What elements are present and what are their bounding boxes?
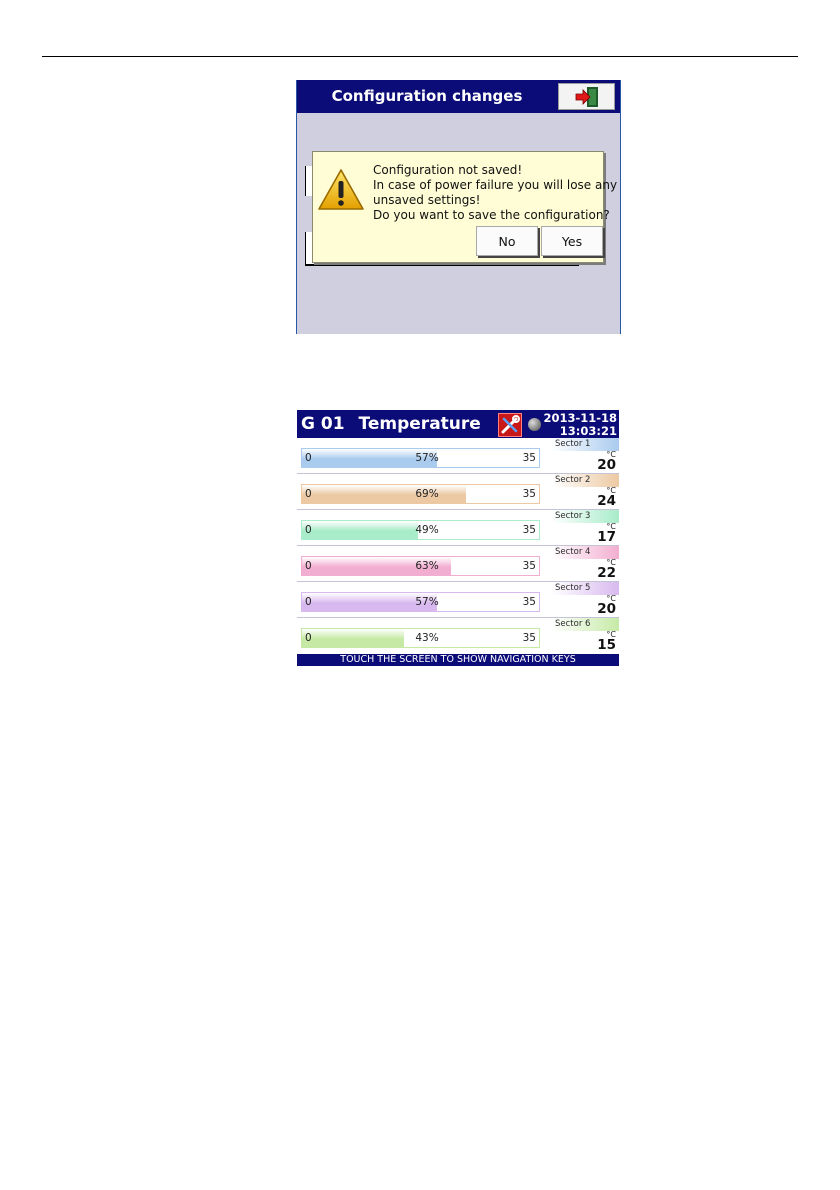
channel-bar-fill xyxy=(302,629,404,647)
service-tools-icon[interactable] xyxy=(498,413,522,437)
save-configuration-dialog xyxy=(312,151,618,263)
channel-tile[interactable] xyxy=(552,582,619,617)
channel-name: Sector 4 xyxy=(555,547,591,557)
channel-unit: °C xyxy=(606,594,616,603)
time-display: 13:03:21 xyxy=(559,424,617,438)
channel-value: 15 xyxy=(597,637,616,653)
channel-bar xyxy=(301,520,540,540)
channel-name: Sector 1 xyxy=(555,439,591,449)
channel-value: 20 xyxy=(597,457,616,473)
channel-unit: °C xyxy=(606,486,616,495)
channel-min: 0 xyxy=(305,488,312,500)
channel-bar xyxy=(301,628,540,648)
exit-door-icon xyxy=(573,86,601,108)
channel-bar xyxy=(301,592,540,612)
configuration-changes-screen xyxy=(296,80,621,334)
status-led-icon xyxy=(528,418,541,431)
channel-tile[interactable] xyxy=(552,438,619,473)
channel-min: 0 xyxy=(305,524,312,536)
channel-percent: 63% xyxy=(415,560,439,572)
channel-name: Sector 5 xyxy=(555,583,591,593)
group-header xyxy=(297,410,619,438)
dialog-message-line: Configuration not saved! xyxy=(373,163,523,177)
channel-bar-fill xyxy=(302,521,418,539)
group-name: Temperature xyxy=(358,414,481,434)
page-header-rule xyxy=(42,56,798,57)
group-id: G 01 xyxy=(301,414,345,434)
channel-row[interactable] xyxy=(297,618,619,654)
channel-max: 35 xyxy=(522,632,536,644)
channel-percent: 43% xyxy=(415,632,439,644)
channel-min: 0 xyxy=(305,632,312,644)
channel-bar xyxy=(301,556,540,576)
channel-name: Sector 6 xyxy=(555,619,591,629)
date-display: 2013-11-18 xyxy=(543,411,617,425)
channel-max: 35 xyxy=(522,524,536,536)
channel-max: 35 xyxy=(522,452,536,464)
channel-min: 0 xyxy=(305,596,312,608)
channel-value: 20 xyxy=(597,601,616,617)
channel-row[interactable] xyxy=(297,510,619,546)
temperature-group-screen[interactable] xyxy=(297,410,619,666)
title-bar xyxy=(297,80,620,113)
warning-icon xyxy=(317,168,365,212)
channel-list xyxy=(297,438,619,654)
channel-name: Sector 3 xyxy=(555,511,591,521)
channel-value: 17 xyxy=(597,529,616,545)
channel-unit: °C xyxy=(606,630,616,639)
channel-percent: 57% xyxy=(415,596,439,608)
channel-unit: °C xyxy=(606,450,616,459)
channel-value: 22 xyxy=(597,565,616,581)
dialog-message-line: unsaved settings! xyxy=(373,193,481,207)
dialog-message-line: In case of power failure you will lose any xyxy=(373,178,618,192)
channel-percent: 49% xyxy=(415,524,439,536)
wrench-screwdriver-icon xyxy=(500,415,520,435)
exit-button[interactable] xyxy=(558,83,615,110)
channel-name: Sector 2 xyxy=(555,475,591,485)
channel-max: 35 xyxy=(522,488,536,500)
background-divider xyxy=(305,264,579,266)
channel-min: 0 xyxy=(305,452,312,464)
channel-tile[interactable] xyxy=(552,474,619,509)
channel-percent: 57% xyxy=(415,452,439,464)
no-button[interactable]: No xyxy=(476,226,538,256)
channel-percent: 69% xyxy=(415,488,439,500)
channel-row[interactable] xyxy=(297,582,619,618)
channel-row[interactable] xyxy=(297,546,619,582)
channel-row[interactable] xyxy=(297,438,619,474)
channel-unit: °C xyxy=(606,522,616,531)
dialog-message-line: Do you want to save the configuration? xyxy=(373,208,610,222)
navigation-hint: TOUCH THE SCREEN TO SHOW NAVIGATION KEYS xyxy=(297,654,619,666)
group-title xyxy=(301,410,481,438)
channel-unit: °C xyxy=(606,558,616,567)
channel-tile[interactable] xyxy=(552,618,619,653)
channel-max: 35 xyxy=(522,560,536,572)
channel-value: 24 xyxy=(597,493,616,509)
channel-row[interactable] xyxy=(297,474,619,510)
channel-bar xyxy=(301,448,540,468)
channel-bar xyxy=(301,484,540,504)
channel-max: 35 xyxy=(522,596,536,608)
yes-button[interactable]: Yes xyxy=(541,226,603,256)
channel-tile[interactable] xyxy=(552,546,619,581)
channel-tile[interactable] xyxy=(552,510,619,545)
screen-title: Configuration changes xyxy=(331,87,523,105)
channel-min: 0 xyxy=(305,560,312,572)
